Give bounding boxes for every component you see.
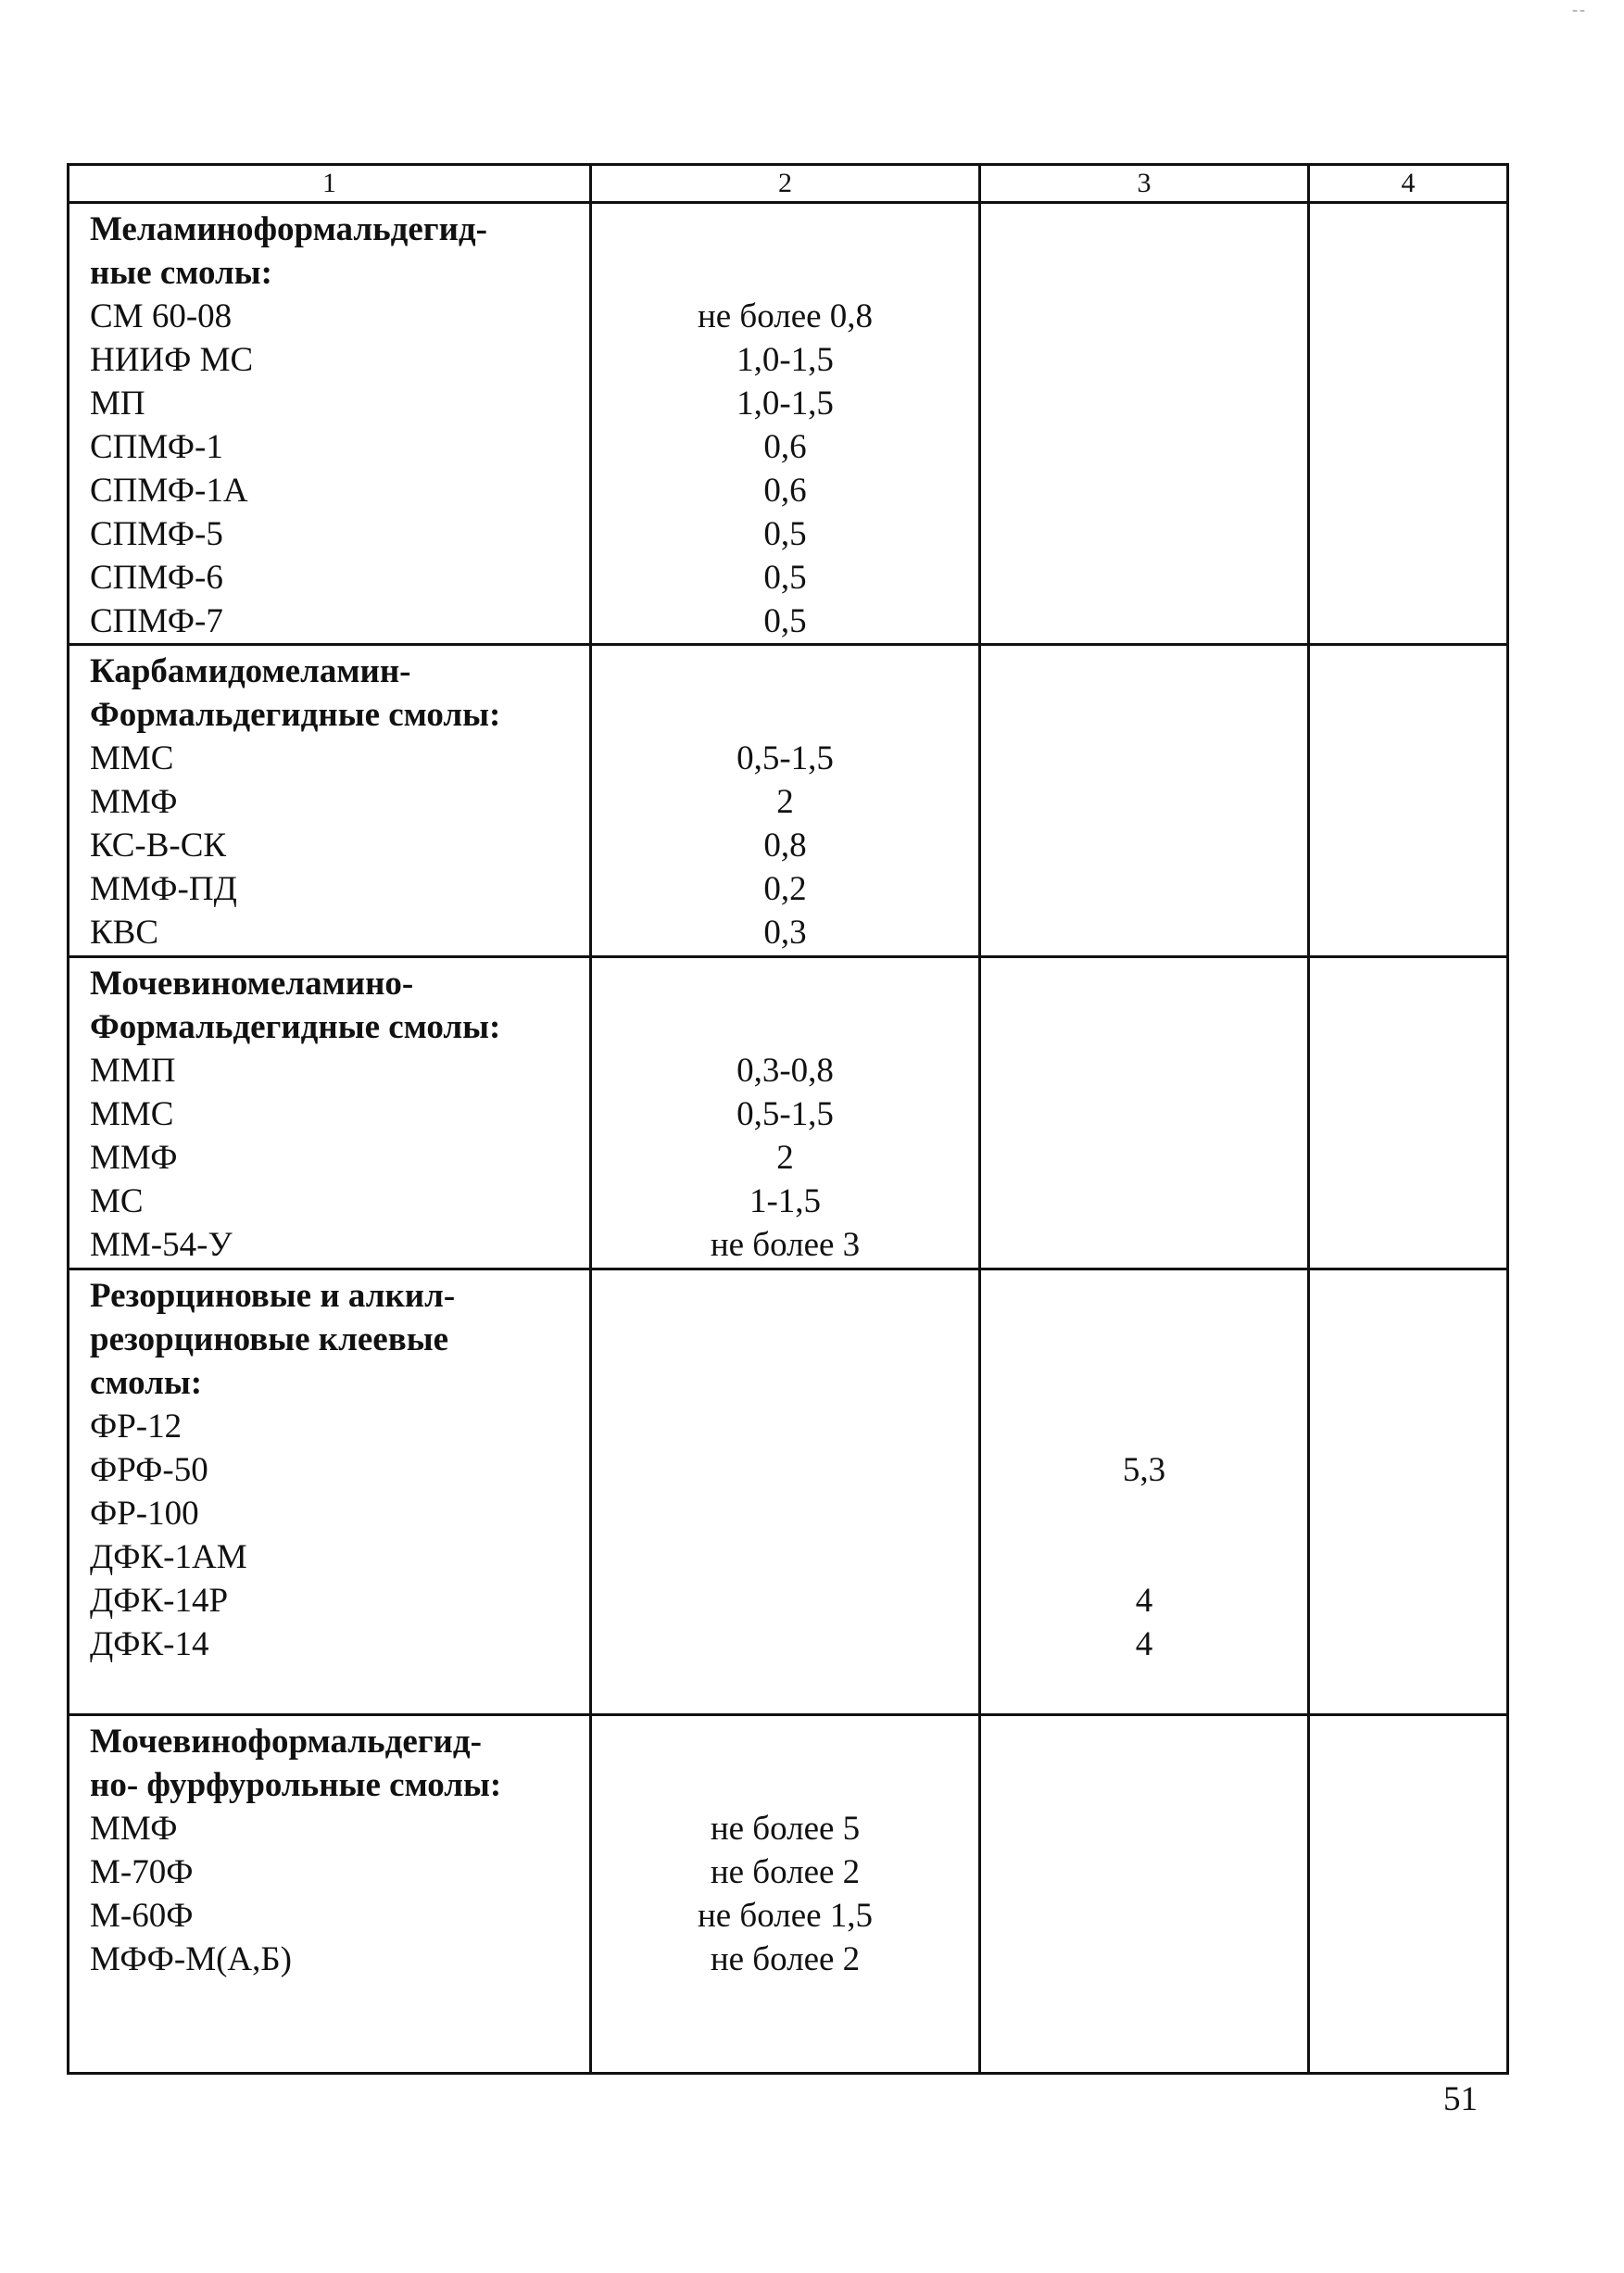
resin-col2-value: 0,2: [763, 870, 807, 908]
resin-name-cell: [69, 1269, 591, 1715]
resin-col3-value: [981, 867, 1307, 911]
resin-name-cell: [69, 1715, 591, 2074]
resin-col3-cell: [980, 1269, 1309, 1715]
resin-name: ММС: [90, 1095, 174, 1133]
group-heading: Резорциновые и алкил-: [90, 1277, 456, 1315]
resin-col3-value: 4: [1135, 1625, 1153, 1663]
resin-col2-cell: [591, 957, 980, 1269]
resin-col2-value: 1-1,5: [749, 1182, 822, 1220]
resin-col3-value: [981, 824, 1307, 867]
resin-col3-value: [981, 1049, 1307, 1092]
resin-col3-value: [981, 338, 1307, 382]
resin-col2-value: 0,6: [763, 428, 807, 466]
resin-col2-value: 1,0-1,5: [736, 385, 834, 423]
resin-name: ДФК-1АМ: [90, 1538, 247, 1576]
resin-col2-cell: [591, 203, 980, 645]
resin-col3-cell: [980, 645, 1309, 957]
resin-col2-value: 0,5-1,5: [736, 739, 834, 777]
resin-col2-value: [592, 1405, 978, 1448]
resin-group-row: [69, 203, 1508, 645]
group-heading: Формальдегидные смолы:: [90, 696, 501, 734]
resin-col4-cell: [1309, 957, 1508, 1269]
resin-name: МФФ-М(А,Б): [90, 1940, 292, 1978]
resin-col2-value: не более 3: [710, 1226, 861, 1264]
resin-col2-cell: [591, 1715, 980, 2074]
resin-col2-value: [592, 1448, 978, 1492]
resin-col2-value: не более 0,8: [697, 297, 874, 335]
resin-name: СПМФ-1: [90, 428, 223, 466]
resin-col4-cell: [1309, 1715, 1508, 2074]
resin-name: М-60Ф: [90, 1897, 194, 1935]
resin-col2-value: [592, 1535, 978, 1579]
resin-col2-value: 1,0-1,5: [736, 341, 834, 379]
resin-group-row: [69, 957, 1508, 1269]
resin-col3-value: [981, 1092, 1307, 1136]
resin-name: КС-В-СК: [90, 827, 227, 865]
resin-col3-value: [981, 1850, 1307, 1894]
resin-name: ММ-54-У: [90, 1226, 233, 1264]
resin-col2-value: 0,5-1,5: [736, 1095, 834, 1133]
group-heading: смолы:: [90, 1364, 203, 1402]
header-col-2: 2: [591, 165, 980, 203]
resin-col2-value: 0,5: [763, 559, 807, 597]
group-heading: Карбамидомеламин-: [90, 652, 411, 690]
resin-col3-value: [981, 556, 1307, 600]
resin-col2-value: не более 2: [710, 1940, 861, 1978]
resin-name: МП: [90, 385, 145, 423]
resin-name: ММФ: [90, 783, 178, 821]
resin-col3-value: 5,3: [1122, 1451, 1166, 1489]
resin-col4-cell: [1309, 645, 1508, 957]
resin-name: СПМФ-1А: [90, 472, 248, 510]
resin-group-row: [69, 1715, 1508, 2074]
resin-col3-value: [981, 425, 1307, 469]
resin-name-cell: [69, 957, 591, 1269]
resin-col2-cell: [591, 1269, 980, 1715]
resin-name: ММФ: [90, 1810, 178, 1848]
resin-col3-value: [981, 600, 1307, 643]
resin-col2-value: 2: [776, 783, 794, 821]
header-col-3: 3: [980, 165, 1309, 203]
resin-col4-cell: [1309, 1269, 1508, 1715]
resin-col2-value: 0,3-0,8: [736, 1052, 834, 1090]
resin-name: ММС: [90, 739, 174, 777]
resin-col2-value: 2: [776, 1139, 794, 1177]
group-heading: Формальдегидные смолы:: [90, 1008, 501, 1046]
resin-col3-value: [981, 1136, 1307, 1180]
resin-col3-value: 4: [1135, 1582, 1153, 1620]
resin-col2-value: [592, 1492, 978, 1535]
resin-col3-value: [981, 382, 1307, 425]
resin-col3-value: [981, 737, 1307, 780]
resin-name: СПМФ-5: [90, 515, 223, 553]
group-heading: но- фурфурольные смолы:: [90, 1766, 502, 1804]
header-col-1: 1: [69, 165, 591, 203]
resin-name: СМ 60-08: [90, 297, 233, 335]
corner-mark: --: [1572, 0, 1587, 19]
resin-name: НИИФ МС: [90, 341, 254, 379]
resin-col2-value: 0,5: [763, 515, 807, 553]
resin-name: ФРФ-50: [90, 1451, 208, 1489]
page-number: 51: [1443, 2080, 1478, 2118]
resin-col3-value: [981, 1492, 1307, 1535]
resin-name: СПМФ-7: [90, 602, 223, 640]
resin-col2-value: 0,6: [763, 472, 807, 510]
resin-col2-value: [592, 1579, 978, 1623]
header-col-4: 4: [1309, 165, 1508, 203]
resin-col3-cell: [980, 203, 1309, 645]
resin-name: МС: [90, 1182, 144, 1220]
resin-col3-value: [981, 295, 1307, 338]
group-heading: Мочевиномеламино-: [90, 965, 414, 1003]
resin-name: ФР-12: [90, 1408, 183, 1446]
resin-col2-value: 0,3: [763, 914, 807, 952]
resin-col3-value: [981, 1180, 1307, 1223]
group-heading: Меламиноформальдегид-: [90, 210, 487, 248]
resin-col3-value: [981, 780, 1307, 824]
resin-name: СПМФ-6: [90, 559, 223, 597]
resin-col2-value: [592, 1623, 978, 1666]
resin-name: ДФК-14: [90, 1625, 209, 1663]
resin-col3-value: [981, 1894, 1307, 1938]
resin-col3-value: [981, 1405, 1307, 1448]
resin-group-row: [69, 1269, 1508, 1715]
resin-col2-value: не более 5: [710, 1810, 861, 1848]
resin-col3-value: [981, 911, 1307, 954]
resin-col3-cell: [980, 1715, 1309, 2074]
resin-col3-value: [981, 469, 1307, 512]
resin-col3-value: [981, 1938, 1307, 1981]
resin-name: ДФК-14Р: [90, 1582, 229, 1620]
resin-table: [67, 163, 1509, 2075]
resin-col2-value: не более 1,5: [697, 1897, 874, 1935]
resin-name: КВС: [90, 914, 159, 952]
resin-col3-value: [981, 1223, 1307, 1267]
resin-col2-cell: [591, 645, 980, 957]
resin-name: ММФ-ПД: [90, 870, 237, 908]
group-heading: Мочевиноформальдегид-: [90, 1723, 482, 1761]
header-row: [69, 165, 1508, 203]
resin-name: ММП: [90, 1052, 176, 1090]
resin-col2-value: 0,8: [763, 827, 807, 865]
resin-col3-value: [981, 1807, 1307, 1850]
resin-name-cell: [69, 645, 591, 957]
resin-col4-cell: [1309, 203, 1508, 645]
resin-name: ММФ: [90, 1139, 178, 1177]
resin-name: М-70Ф: [90, 1853, 194, 1891]
resin-col3-value: [981, 512, 1307, 556]
resin-col3-cell: [980, 957, 1309, 1269]
group-heading: ные смолы:: [90, 254, 272, 292]
resin-col3-value: [981, 1535, 1307, 1579]
resin-name-cell: [69, 203, 591, 645]
resin-col2-value: 0,5: [763, 602, 807, 640]
resin-group-row: [69, 645, 1508, 957]
resin-col2-value: не более 2: [710, 1853, 861, 1891]
group-heading: резорциновые клеевые: [90, 1320, 449, 1358]
resin-name: ФР-100: [90, 1495, 199, 1533]
